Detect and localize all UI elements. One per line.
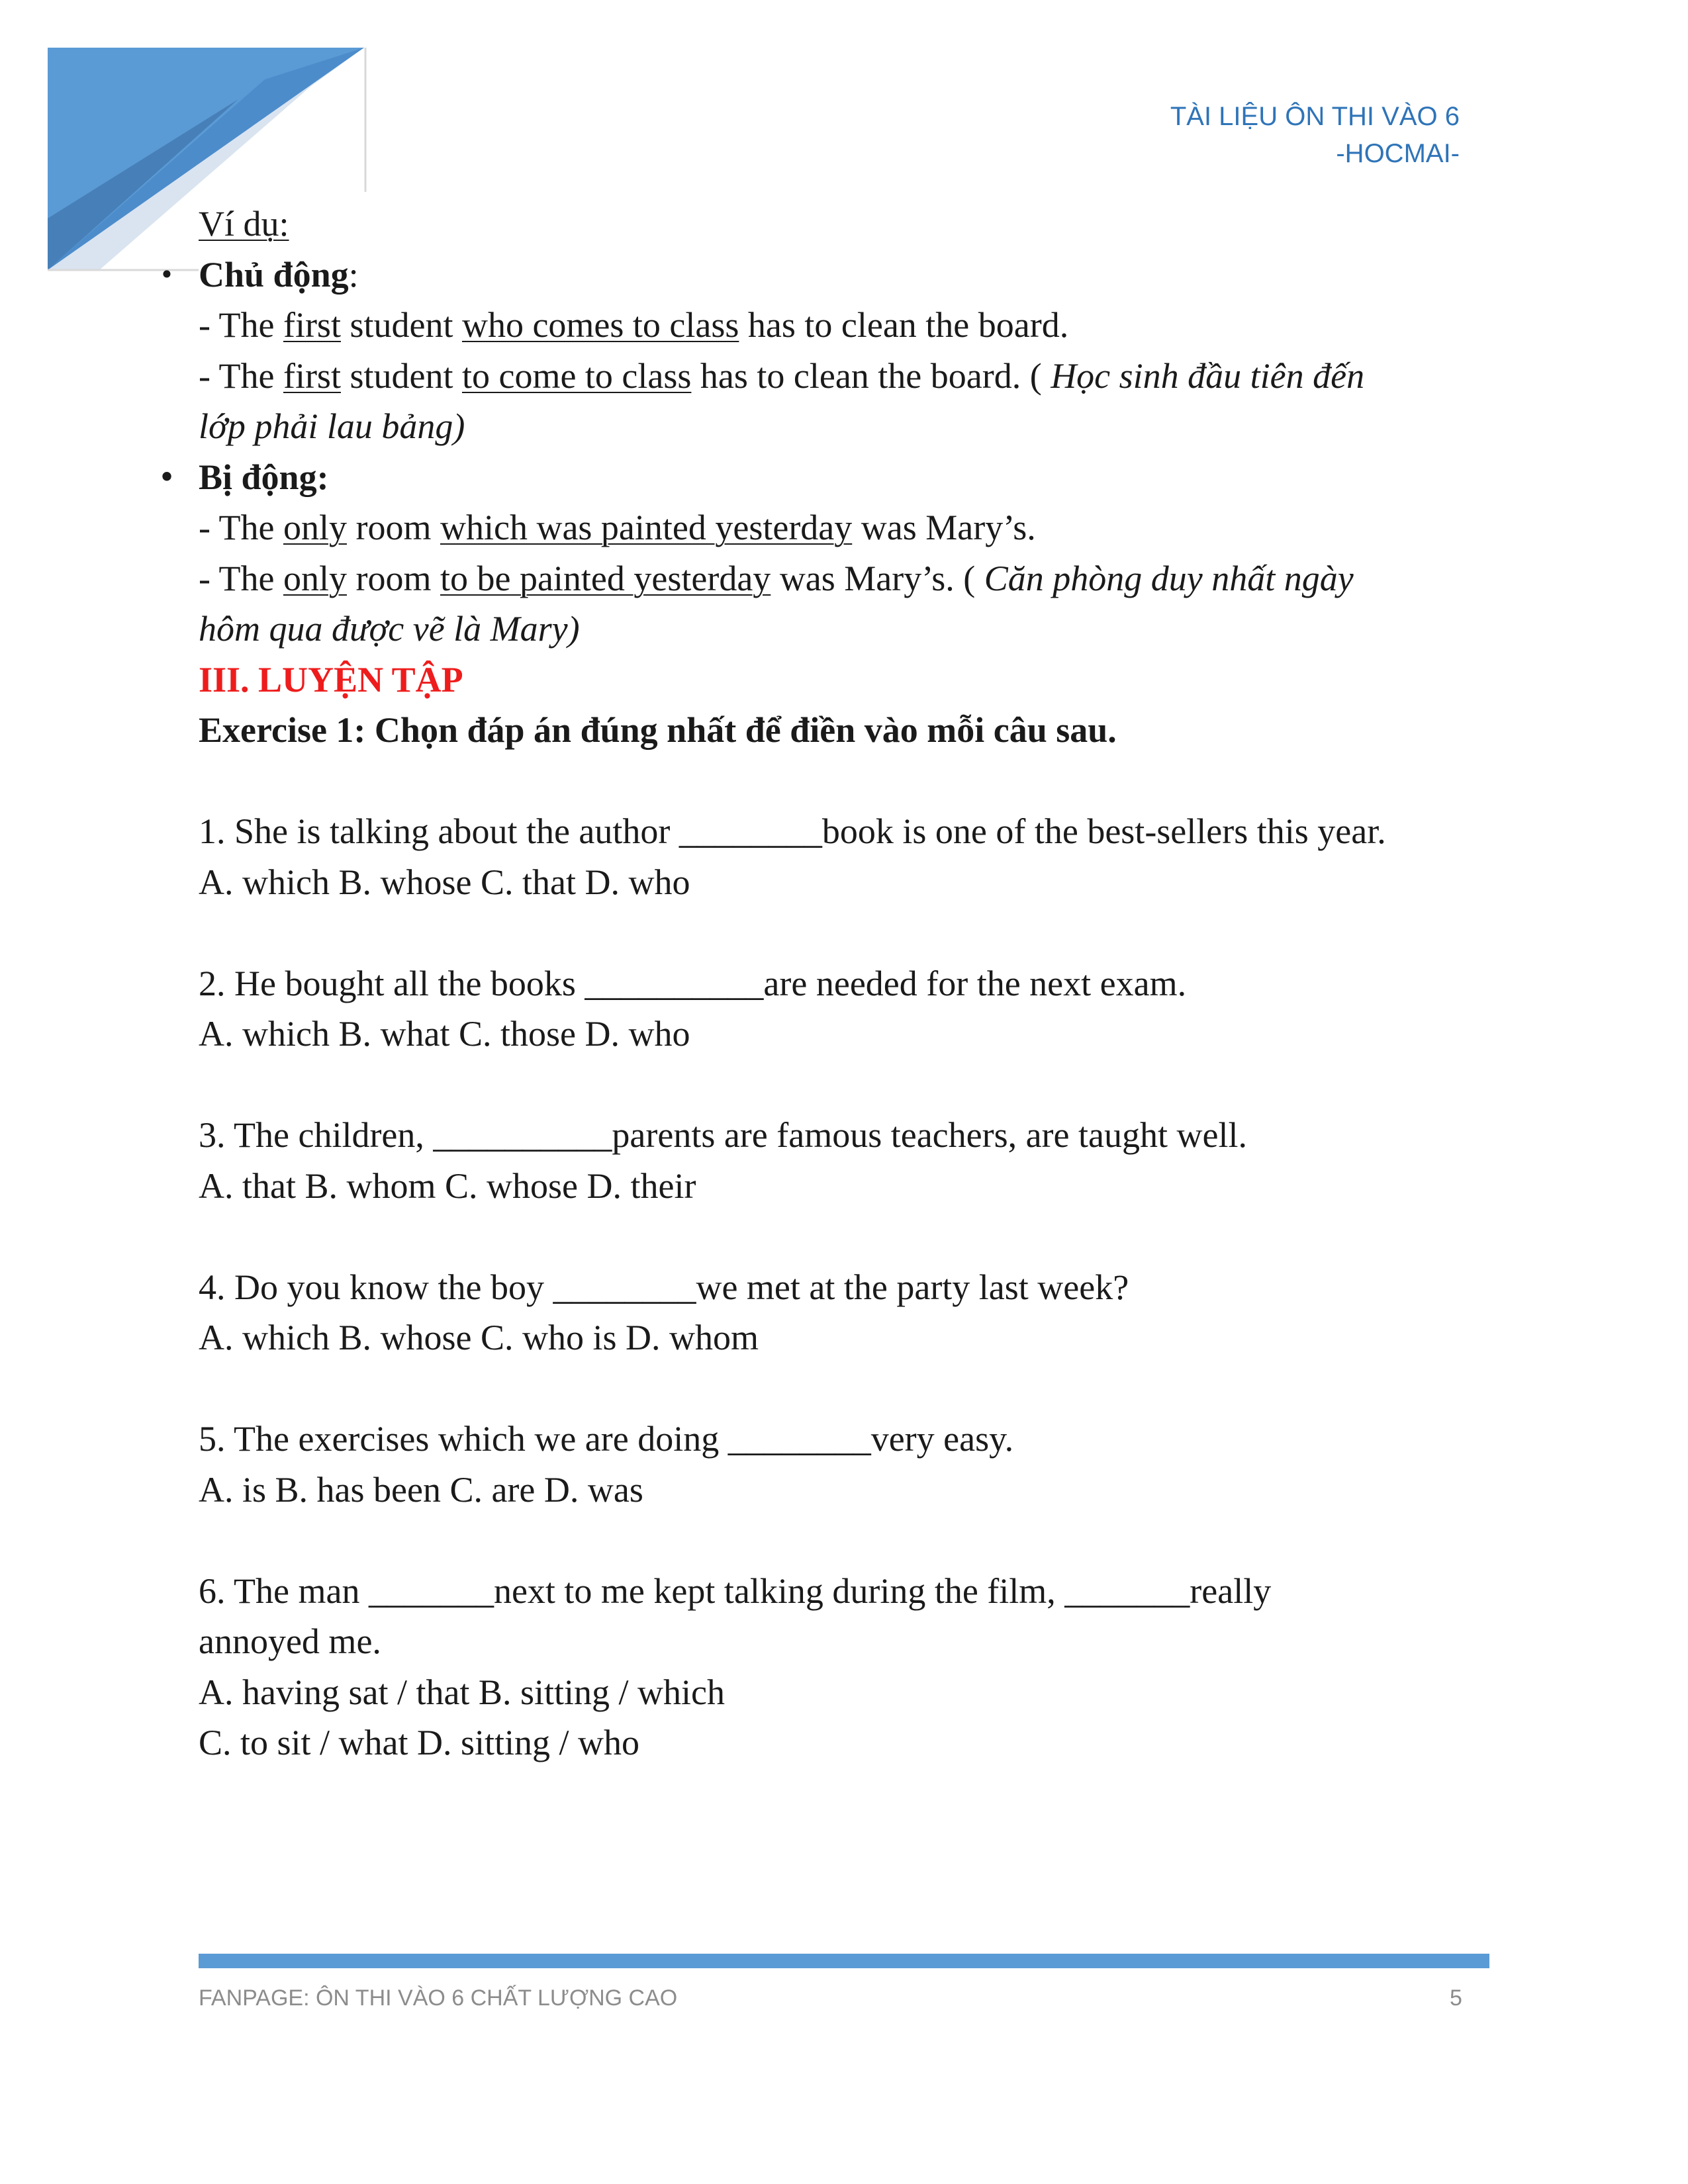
question-5: 5. The exercises which we are doing ________very easy.	[199, 1419, 1014, 1459]
header-title: TÀI LIỆU ÔN THI VÀO 6	[1170, 102, 1460, 131]
question-1: 1. She is talking about the author ________book is one of the best-sellers this year.	[199, 811, 1386, 851]
answers-1: A. which B. whose C. that D. who	[199, 862, 690, 902]
footer-divider	[199, 1954, 1489, 1968]
bullet-icon: •	[158, 462, 175, 492]
answers-6-line-2: C. to sit / what D. sitting / who	[199, 1723, 640, 1762]
question-2: 2. He bought all the books __________are needed for the next exam.	[199, 963, 1187, 1003]
question-6: 6. The man _______next to me kept talking during the film, _______really	[199, 1570, 1272, 1611]
bullet-icon: •	[159, 259, 175, 289]
footer-fanpage: FANPAGE: ÔN THI VÀO 6 CHẤT LƯỢNG CAO	[199, 1985, 678, 2011]
answers-4: A. which B. whose C. who is D. whom	[199, 1318, 759, 1357]
exercise-title: Exercise 1: Chọn đáp án đúng nhất để điền vào mỗi câu sau.	[199, 710, 1117, 750]
question-4: 4. Do you know the boy ________we met at the party last week?	[199, 1267, 1129, 1307]
header-subtitle: -HOCMAI-	[1336, 139, 1460, 168]
question-3: 3. The children, __________parents are famous teachers, are taught well.	[199, 1115, 1247, 1155]
passive-translation: hôm qua được vẽ là Mary)	[199, 609, 580, 649]
answers-2: A. which B. what C. those D. who	[199, 1014, 690, 1054]
answers-3: A. that B. whom C. whose D. their	[199, 1165, 696, 1206]
document-body	[158, 199, 1496, 1768]
passive-voice-label: • Bị động:	[199, 452, 1496, 503]
example-heading: Ví dụ:	[199, 204, 289, 244]
passive-sentence-2: - The only room to be painted yesterday was Mary’s. ( Căn phòng duy nhất ngày	[199, 558, 1354, 598]
active-sentence-1: - The first student who comes to class has to clean the board.	[199, 305, 1069, 345]
document-header	[1170, 98, 1460, 172]
section-title: III. LUYỆN TẬP	[199, 659, 463, 700]
answers-6-line-1: A. having sat / that B. sitting / which	[199, 1672, 725, 1712]
question-6-continued: annoyed me.	[199, 1621, 381, 1661]
passive-sentence-1: - The only room which was painted yesterday was Mary’s.	[199, 508, 1036, 547]
active-voice-label: • Chủ động:	[199, 250, 1496, 300]
active-translation: lớp phải lau bảng)	[199, 406, 465, 446]
active-sentence-2: - The first student to come to class has to clean the board. ( Học sinh đầu tiên đến	[199, 355, 1365, 396]
page-number: 5	[1450, 1985, 1462, 2011]
answers-5: A. is B. has been C. are D. was	[199, 1469, 643, 1510]
